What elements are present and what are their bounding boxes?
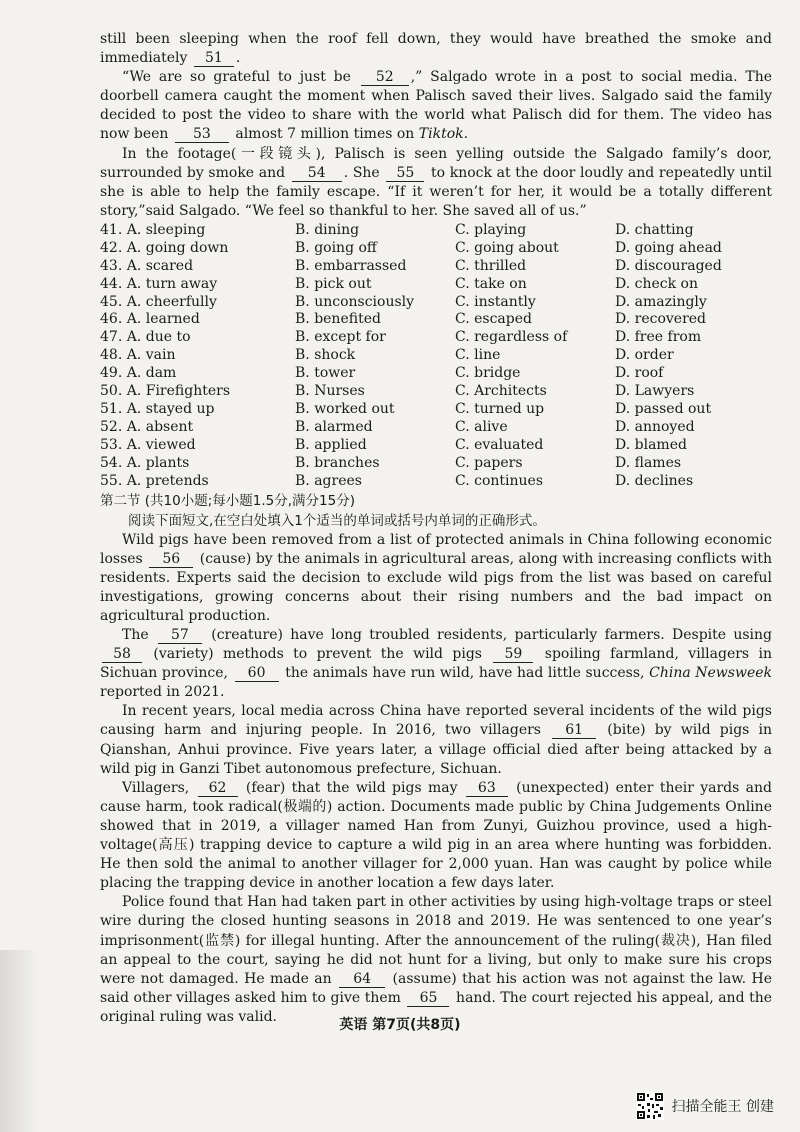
text-segment: “We are so grateful to just be: [122, 69, 351, 86]
option-c: C. going about: [455, 239, 559, 256]
option-a: 41. A. sleeping: [100, 221, 206, 238]
option-row: [100, 401, 772, 419]
qr-code-icon: [636, 1092, 664, 1120]
option-a: 52. A. absent: [100, 418, 194, 435]
blank-57: 57: [158, 628, 202, 644]
option-a: 46. A. learned: [100, 311, 200, 328]
blank-52: 52: [361, 70, 409, 86]
option-row: [100, 222, 772, 240]
scan-shadow: [0, 950, 38, 1132]
text-segment: still been sleeping when the roof fell down, they would have breathed the smoke and immediately: [100, 31, 772, 67]
option-b: B. pick out: [295, 275, 372, 292]
text-segment: .: [463, 126, 469, 143]
passage2-paragraph2: [100, 626, 772, 702]
option-d: D. discouraged: [615, 257, 722, 274]
option-a: 50. A. Firefighters: [100, 383, 230, 400]
option-b: B. agrees: [295, 472, 362, 489]
option-b: B. tower: [295, 365, 356, 382]
option-d: D. annoyed: [615, 418, 695, 435]
text-segment: (cause) by the animals in agricultural areas, along with increasing conflicts with residents. Experts said the decision to exclude wild pigs from the list was based on careful investigations, growing concerns about their rising numbers and the bad impact on agricultural production.: [100, 550, 772, 624]
text-segment: . She: [343, 164, 380, 181]
option-row: [100, 473, 772, 491]
option-b: B. alarmed: [295, 418, 373, 435]
text-segment: (unexpected) enter their yards and cause harm, took radical(极端的) action. Documents made public by China Judgements Online showed that in 2019, a villager named Han from Zunyi, Guizhou province, used a high-voltage(高压) trapping device to capture a wild pig in an area where hunting was forbidden. He then sold the animal to another villager for 2,000 yuan. Han was caught by police while placing the trapping device in another location a few days later.: [100, 779, 772, 892]
blank-53: 53: [175, 127, 229, 143]
option-b: B. shock: [295, 347, 356, 364]
option-c: C. playing: [455, 221, 527, 238]
text-segment: .: [235, 50, 241, 67]
page-content: [100, 30, 772, 1027]
option-b: B. embarrassed: [295, 257, 407, 274]
passage1-paragraph3: [100, 145, 772, 221]
option-d: D. check on: [615, 275, 698, 292]
option-row: [100, 294, 772, 312]
option-d: D. passed out: [615, 401, 712, 417]
option-b: B. benefited: [295, 311, 381, 328]
option-b: B. worked out: [295, 401, 395, 417]
option-c: C. regardless of: [455, 329, 568, 346]
option-d: D. amazingly: [615, 293, 707, 310]
option-a: 54. A. plants: [100, 454, 190, 471]
option-row: [100, 240, 772, 258]
option-row: [100, 383, 772, 401]
option-b: B. going off: [295, 239, 377, 256]
blank-62: 62: [198, 781, 238, 797]
blank-58: 58: [102, 647, 142, 663]
text-segment: reported in 2021.: [100, 684, 225, 701]
option-b: B. Nurses: [295, 383, 365, 400]
text-segment: Police found that Han had taken part in other activities by using high-voltage traps or steel wire during the closed hunting seasons in 2018 and 2019. He was sentenced to one year’s imprisonment(监禁) for illegal hunting. After the announcement of the ruling(裁决), Han filed an appeal to the court, saying he did not hunt for a living, but only to make sure his crops were not damaged. He made an: [100, 894, 772, 987]
text-segment: spoiling farmland, villagers in Sichuan province,: [100, 646, 773, 682]
option-c: C. Architects: [455, 383, 547, 400]
passage2-paragraph4: [100, 779, 772, 894]
passage2-paragraph5: [100, 893, 772, 1027]
scanner-watermark: [636, 1092, 774, 1120]
option-d: D. flames: [615, 454, 682, 471]
blank-54: 54: [292, 166, 342, 182]
option-a: 51. A. stayed up: [100, 401, 215, 417]
option-c: C. turned up: [455, 401, 545, 417]
option-d: D. order: [615, 347, 674, 364]
option-b: B. applied: [295, 436, 367, 453]
options-table: [100, 222, 772, 491]
text-segment: (assume) that his action was not against the law. He said other villages asked him to give them: [100, 970, 773, 1006]
option-row: [100, 365, 772, 383]
option-c: C. take on: [455, 275, 527, 292]
option-c: C. papers: [455, 454, 523, 471]
option-row: [100, 329, 772, 347]
option-a: 42. A. going down: [100, 239, 229, 256]
blank-65: 65: [407, 991, 449, 1007]
option-row: [100, 311, 772, 329]
option-row: [100, 455, 772, 473]
section-heading: 第二节 (共10小题;每小题1.5分,满分15分): [100, 492, 355, 509]
blank-63: 63: [466, 781, 508, 797]
blank-60: 60: [235, 666, 279, 682]
text-segment: (bite) by wild pigs in Qianshan, Anhui province. Five years later, a village official died after being attacked by a wild pig in Ganzi Tibet autonomous prefecture, Sichuan.: [100, 722, 773, 777]
watermark-text: 扫描全能王 创建: [671, 1099, 774, 1115]
text-segment: The: [122, 627, 149, 643]
option-b: B. branches: [295, 454, 380, 471]
option-b: B. except for: [295, 329, 386, 346]
option-d: D. roof: [615, 365, 664, 382]
option-a: 55. A. pretends: [100, 472, 209, 489]
text-segment: hand. The court rejected his appeal, and the original ruling was valid.: [100, 989, 773, 1025]
option-c: C. instantly: [455, 293, 536, 310]
blank-61: 61: [552, 723, 596, 739]
text-segment: Tiktok: [418, 126, 464, 143]
option-a: 47. A. due to: [100, 329, 191, 346]
option-a: 44. A. turn away: [100, 275, 218, 292]
blank-64: 64: [339, 972, 385, 988]
option-b: B. dining: [295, 221, 360, 238]
passage2-paragraph1: [100, 531, 772, 626]
text-segment: In recent years, local media across China have reported several incidents of the wild pigs causing harm and injuring people. In 2016, two villagers: [100, 703, 772, 739]
option-a: 53. A. viewed: [100, 436, 196, 453]
option-row: [100, 419, 772, 437]
option-c: C. evaluated: [455, 436, 544, 453]
option-c: C. escaped: [455, 311, 532, 328]
blank-56: 56: [149, 552, 193, 568]
option-a: 48. A. vain: [100, 347, 176, 364]
option-row: [100, 347, 772, 365]
text-segment: Wild pigs have been removed from a list of protected animals in China following economic losses: [100, 531, 772, 567]
option-c: C. continues: [455, 472, 544, 489]
option-d: D. recovered: [615, 311, 707, 328]
text-segment: to knock at the door loudly and repeatedly until she is able to help the family escape. “If it weren’t for her, it would be a totally different story,”said Salgado. “We feel so thankful to her. She saved all of us.”: [100, 164, 772, 219]
passage1-paragraph2: [100, 68, 772, 144]
text-segment: China Newsweek: [649, 665, 773, 682]
option-a: 43. A. scared: [100, 257, 194, 274]
option-d: D. chatting: [615, 221, 694, 238]
option-a: 45. A. cheerfully: [100, 293, 217, 310]
option-d: D. Lawyers: [615, 383, 695, 400]
blank-55: 55: [386, 166, 424, 182]
option-c: C. line: [455, 347, 501, 364]
option-row: [100, 276, 772, 294]
text-segment: almost 7 million times on: [235, 126, 415, 143]
option-row: [100, 437, 772, 455]
text-segment: the animals have run wild, have had little success,: [285, 665, 645, 682]
text-segment: (variety) methods to prevent the wild pigs: [153, 646, 482, 663]
option-d: D. declines: [615, 472, 694, 489]
option-a: 49. A. dam: [100, 365, 177, 382]
passage1-line0: [100, 30, 772, 68]
text-segment: In the footage(一段镜头), Palisch is seen yelling outside the Salgado family’s door, surrounded by smoke and: [100, 145, 772, 181]
option-d: D. blamed: [615, 436, 687, 453]
option-d: D. going ahead: [615, 239, 722, 256]
section-instruction: 阅读下面短文,在空白处填入1个适当的单词或括号内单词的正确形式。: [128, 512, 546, 529]
passage2-paragraph3: [100, 702, 772, 778]
option-c: C. bridge: [455, 365, 521, 382]
text-segment: ,” Salgado wrote in a post to social media. The doorbell camera caught the moment when Palisch saved their lives. Salgado said the family decided to post the video to share with the world what Palisch did for them. The video has now been: [100, 69, 773, 143]
option-c: C. alive: [455, 418, 508, 435]
blank-59: 59: [493, 647, 533, 663]
option-d: D. free from: [615, 329, 702, 346]
text-segment: Villagers,: [122, 779, 190, 796]
text-segment: (fear) that the wild pigs may: [245, 779, 458, 796]
page-footer: 英语 第7页(共8页): [339, 1017, 461, 1033]
option-row: [100, 258, 772, 276]
option-c: C. thrilled: [455, 257, 527, 274]
option-b: B. unconsciously: [295, 293, 415, 310]
blank-51: 51: [194, 51, 234, 67]
text-segment: (creature) have long troubled residents, particularly farmers. Despite using: [211, 627, 773, 643]
